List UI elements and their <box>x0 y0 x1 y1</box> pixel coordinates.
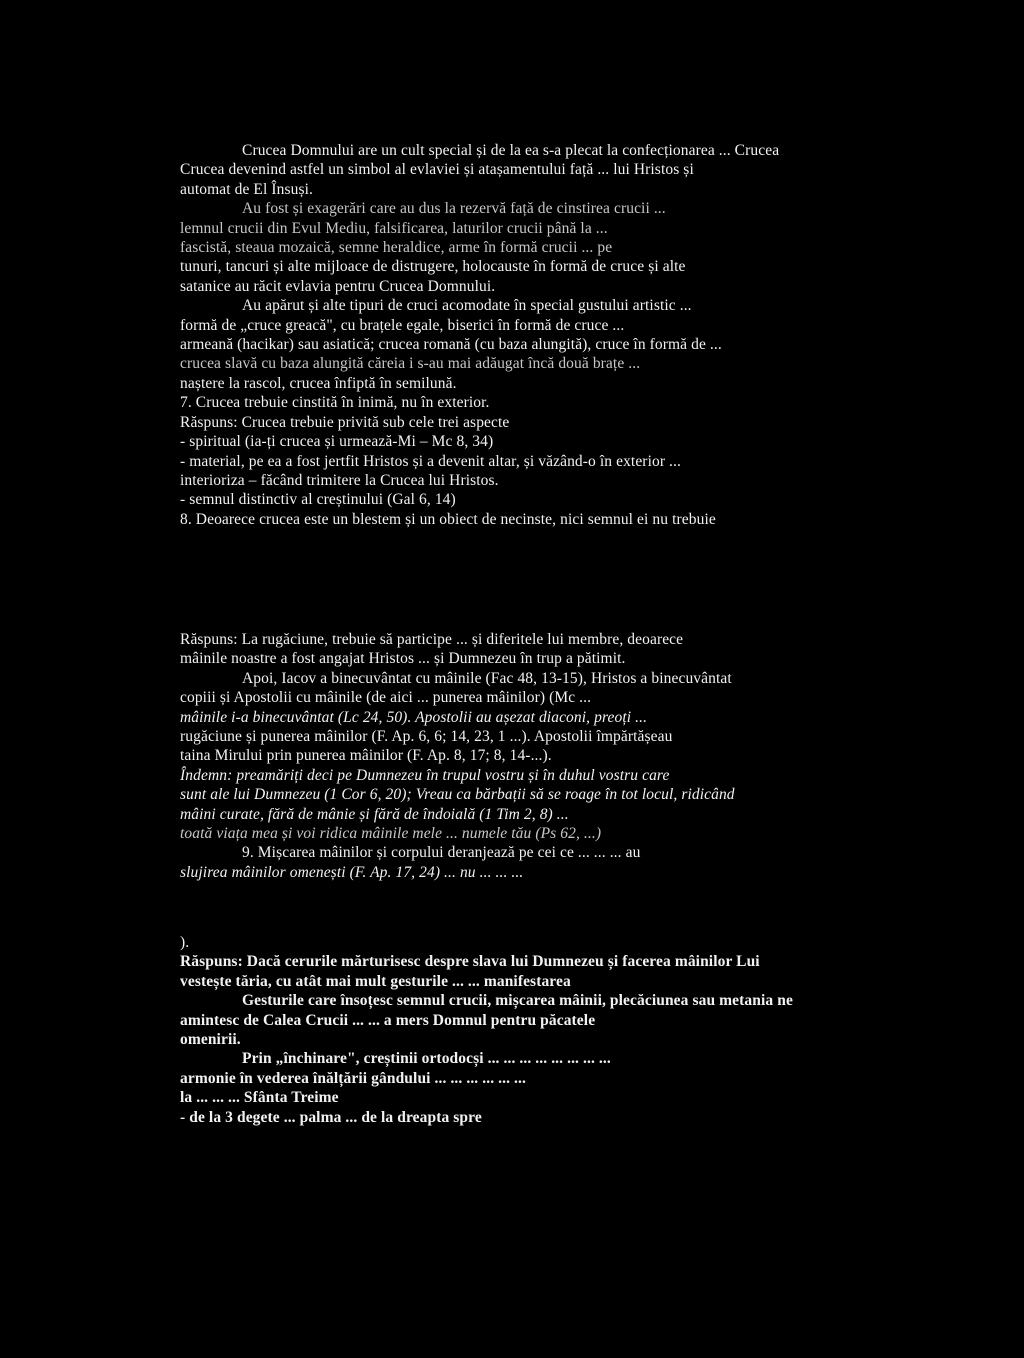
text-line: automat de El Însuși. <box>180 180 313 198</box>
answer-line: Răspuns: Crucea trebuie privită sub cele trei aspecte <box>180 413 510 431</box>
text-line: toată viața mea și voi ridica mâinile mele ... numele tău (Ps 62, ...) <box>180 825 602 843</box>
text-line: Crucea devenind astfel un simbol al evlaviei și atașamentului față ... lui Hristos și <box>180 161 694 179</box>
text-line: fascistă, steaua mozaică, semne heraldice, arme în formă crucii ... pe <box>180 239 613 257</box>
text-line: formă de „cruce greacă", cu brațele egale, biserici în formă de cruce ... <box>180 316 625 334</box>
text-line: amintesc de Calea Crucii ... ... a mers Domnul pentru păcatele <box>180 1011 596 1029</box>
text-line: Au fost și exagerări care au dus la rezervă față de cinstirea crucii ... <box>242 200 666 218</box>
text-line: Au apărut și alte tipuri de cruci acomodate în special gustului artistic ... <box>242 297 692 315</box>
text-line: tunuri, tancuri și alte mijloace de distrugere, holocauste în formă de cruce și alte <box>180 258 686 276</box>
text-line: armeană (hacikar) sau asiatică; crucea romană (cu baza alungită), cruce în formă de ... <box>180 336 722 354</box>
text-block-cross-cult <box>180 141 920 529</box>
bullet-line: - material, pe ea a fost jertfit Hristos și a devenit altar, și văzând-o în exterior ... <box>180 452 681 470</box>
exhortation-line: Îndemn: preamăriți deci pe Dumnezeu în trupul vostru și în duhul vostru care <box>180 766 670 784</box>
text-line: Gesturile care însoțesc semnul crucii, mișcarea mâinii, plecăciunea sau metania ne <box>242 992 793 1010</box>
text-line: taina Mirului prin punerea mâinilor (F. Ap. 8, 17; 8, 14-...). <box>180 747 552 765</box>
text-line: interioriza – făcând trimitere la Crucea lui Hristos. <box>180 471 499 489</box>
text-line: Apoi, Iacov a binecuvântat cu mâinile (Fac 48, 13-15), Hristos a binecuvântat <box>242 669 732 687</box>
text-line: mâinile i-a binecuvântat (Lc 24, 50). Apostolii au așezat diaconi, preoți ... <box>180 708 648 726</box>
answer-line: Răspuns: La rugăciune, trebuie să participe ... și diferitele lui membre, deoarece <box>180 631 684 648</box>
text-line: sunt ale lui Dumnezeu (1 Cor 6, 20); Vreau ca bărbații să se roage în tot locul, ridicând <box>180 786 735 804</box>
text-line: slujirea mâinilor omenești (F. Ap. 17, 24) ... nu ... ... ... <box>180 863 524 881</box>
text-line: mâinile noastre a fost angajat Hristos ... și Dumnezeu în trup a pătimit. <box>180 650 626 668</box>
text-line: copiii și Apostolii cu mâinile (de aici ... punerea mâinilor) (Mc ... <box>180 689 592 707</box>
text-line: ). <box>180 934 190 951</box>
text-line: vestește tăria, cu atât mai mult gesturile ... ... manifestarea <box>180 972 571 990</box>
text-line: lemnul crucii din Evul Mediu, falsificarea, laturilor crucii până la ... <box>180 219 608 237</box>
text-line: omenirii. <box>180 1031 241 1049</box>
text-line: mâini curate, fără de mânie și fără de îndoială (1 Tim 2, 8) ... <box>180 805 569 823</box>
question-heading: 9. Mișcarea mâinilor și corpului deranjează pe cei ce ... ... ... au <box>242 844 641 862</box>
text-line: Crucea Domnului are un cult special și de la ea s-a plecat la confecționarea ... Crucea <box>242 142 780 159</box>
text-line: crucea slavă cu baza alungită căreia i s-au mai adăugat încă două brațe ... <box>180 355 641 373</box>
bullet-line: - de la 3 degete ... palma ... de la dreapta spre <box>180 1108 482 1126</box>
text-line: Prin „închinare", creștinii ortodocși ... ... ... ... ... ... ... ... <box>242 1050 611 1068</box>
text-line: satanice au răcit evlavia pentru Crucea Domnului. <box>180 277 496 295</box>
question-heading: 8. Deoarece crucea este un blestem și un obiect de necinste, nici semnul ei nu trebuie <box>180 510 716 528</box>
bullet-line: - semnul distinctiv al creștinului (Gal 6, 14) <box>180 491 456 509</box>
text-line: armonie în vederea înălțării gândului ... ... ... ... ... ... <box>180 1069 526 1087</box>
bullet-line: - spiritual (ia-ți crucea și urmează-Mi – Mc 8, 34) <box>180 433 494 451</box>
text-block-hands <box>180 630 920 882</box>
text-line: rugăciune și punerea mâinilor (F. Ap. 6, 6; 14, 23, 1 ...). Apostolii împărtășeau <box>180 728 673 746</box>
answer-line: Răspuns: Dacă cerurile mărturisesc despre slava lui Dumnezeu și facerea mâinilor Lui <box>180 953 760 971</box>
text-block-gestures <box>180 933 920 1127</box>
text-line: naștere la rascol, crucea înfiptă în semilună. <box>180 374 457 392</box>
text-line: la ... ... ... Sfânta Treime <box>180 1089 339 1107</box>
question-heading: 7. Crucea trebuie cinstită în inimă, nu în exterior. <box>180 394 490 412</box>
